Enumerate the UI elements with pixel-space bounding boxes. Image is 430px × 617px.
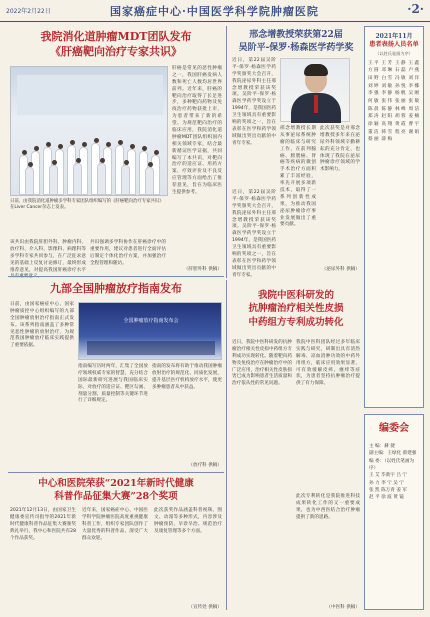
article1-signature: （肝胆外科 供稿） — [183, 267, 222, 272]
article2-body-col1-cont: 近日，第22届吴阶平-保罗·杨森医学药学奖颁奖大会召开，我院泌尿外科主任邢念增教授荣获该奖项。吴阶平-保罗·杨森医学药学奖设立于1994年，是我国医药卫生领域具有重要影响的奖项之一，旨在表彰在医学和药学领域做出突出贡献的中青年专家。 — [232, 190, 276, 278]
praised-staff-name: 林 峰 — [395, 106, 406, 112]
portrait-photo — [280, 58, 350, 122]
praised-staff-name: 卢 燕 — [408, 68, 420, 74]
article1-body-right: 肝癌是常见的恶性肿瘤之一，我国肝癌发病人数和死亡人数均居世界前列。近年来，肝癌的靶向治疗取得了长足进步，多种靶向药物及免疫治疗药物获批上市，为患者带来了新的希望。为规范靶向治疗的临床应用，我院消化道肿瘤MDT团队组织国内相关领域专家，结合最新循证医学证据，共同编写了本共识，对靶向治疗的适应证、用药方案、疗效评价及不良反应管理等方面给出了推荐意见，旨在为临床医生提供参考。 — [172, 66, 222, 196]
article5-headline — [232, 290, 360, 328]
divider — [8, 472, 224, 473]
praised-staff-name: 赵 阳 — [381, 114, 393, 120]
praised-staff-name: 蔡 丽 — [368, 137, 379, 143]
article5-title-line2: 抗肿瘤治疗相关性皮损 — [248, 303, 344, 315]
praised-staff-name: 薛 梅 — [381, 137, 393, 143]
praised-staff-name: 方 圆 — [368, 68, 379, 74]
article3-body-left: 日前，由国家癌症中心、国家肿瘤质控中心组织编写的九部全国肿瘤放射治疗指南正式发布。该系列指南涵盖了多种常见恶性肿瘤的放射治疗，为规范我国肿瘤放疗临床实践提供了重要依据。 — [10, 302, 74, 349]
team-photo — [10, 66, 168, 196]
praised-staff-name: 吴 刚 — [408, 91, 420, 97]
editorial-line: 主 编：赫 捷 — [369, 444, 395, 449]
praised-staff-name: 张 伟 — [381, 98, 393, 104]
names-grid — [365, 61, 423, 144]
praised-staff-name: 刘 婷 — [368, 83, 379, 89]
article4-headline — [10, 478, 222, 503]
praised-staff-name: 姜 楠 — [408, 114, 420, 120]
praised-staff-name: 陈 静 — [381, 106, 393, 112]
sidebar-title-line2: 患者表扬人员名单 — [369, 41, 419, 49]
praised-staff-name: 石 磊 — [395, 68, 406, 74]
editorial-line: 赵 平 徐 波 黄 镜 — [369, 495, 404, 501]
praised-staff-name: 曹 宇 — [408, 121, 420, 127]
article1-headline — [10, 30, 222, 58]
praised-staff-name: 张 丽 — [395, 98, 406, 104]
portrait-tie — [314, 95, 318, 113]
person-figure — [49, 165, 58, 195]
article5-title-line3: 中药组方专利成功转化 — [248, 316, 344, 328]
editorial-line: 张 凯 陈万青 姜 军 — [369, 488, 407, 494]
article5-body-col3: 此次专利转化是我院推进科技成果转化工作的又一重要成果，也为中西医结合治疗肿瘤提供了新的思路。 — [296, 494, 360, 520]
praised-staff-name: 李 娜 — [408, 83, 420, 89]
person-figure — [145, 167, 154, 195]
article5-body-col1: 近日，我院中医科研发的抗肿瘤治疗相关性皮损中药组方专利成功实现转化。随着靶向药物及免疫治疗在肿瘤治疗中的广泛应用，治疗相关性皮肤损害已成为影响患者生活质量和治疗依从性的常见问题。 — [232, 340, 292, 387]
editorial-line: 编 委：（以姓氏笔画为序） — [369, 458, 415, 472]
praised-staff-name: 邓 琳 — [381, 68, 393, 74]
article2-headline — [232, 30, 360, 54]
article1-body-bottom-left: 该共识由我院肝胆外科、肿瘤内科、放疗科、介入科、影像科、病理科等多学科专家共同参与，在广泛征求意见的基础上反复讨论修订，最终形成推荐意见，对提高我国肝癌诊疗水平 — [10, 240, 86, 273]
article5-signature: （中医科 供稿） — [326, 605, 360, 610]
praised-staff-name: 白 雪 — [381, 75, 393, 81]
editorial-line: 副主编：王绿化 蔡建强 — [369, 451, 417, 457]
person-figure — [121, 165, 130, 195]
praised-staff-name: 李 静 — [381, 91, 393, 97]
patient-praise-sidebar — [364, 26, 424, 408]
article2-body-col1: 近日，第22届吴阶平-保罗·杨森医学药学奖颁奖大会召开，我院泌尿外科主任邢念增教授荣获该奖项。吴阶平-保罗·杨森医学药学奖设立于1994年，是我国医药卫生领域具有重要影响的奖项之一，旨在表彰在医学和药学领域做出突出贡献的中青年专家。 — [232, 58, 276, 146]
praised-staff-name: 程 亮 — [395, 129, 406, 135]
praised-staff-name: 王 鑫 — [408, 60, 420, 66]
masthead — [0, 0, 430, 22]
article2-title-line2: 吴阶平-保罗·杨森医学药学奖 — [238, 42, 354, 53]
sidebar-title-line1: 2021年11月 — [375, 33, 413, 40]
article2-body-col3: 此次获奖是对邢念增教授多年来在泌尿外科领域辛勤耕耘的充分肯定，也体现了我院在泌尿肿瘤诊疗领域的学术影响力。 — [320, 126, 360, 173]
person-figure — [97, 163, 106, 195]
editorial-line: 孙 力 李 宁 吴 宁 — [369, 480, 404, 486]
praised-staff-name: 高 翔 — [381, 121, 393, 127]
article2-signature: （泌尿外科 供稿） — [321, 267, 360, 272]
article4-signature: （宣传处 供稿） — [188, 605, 222, 610]
article5-title-line1: 我院中医科研发的 — [257, 290, 334, 301]
praised-staff-name: 谢 娟 — [408, 129, 420, 135]
praised-staff-name: 董 洁 — [368, 129, 379, 135]
issue-date: 2022年2月22日 — [6, 8, 51, 15]
praised-staff-name: 陈 晨 — [368, 106, 379, 112]
article4-body-col3: 此次获奖作品涵盖科普视频、图文、动漫等多种形式，内容涉及肿瘤预防、早诊早治、规范治疗及康复管理等多个方面。 — [154, 508, 222, 534]
praised-staff-name: 徐 颖 — [368, 121, 379, 127]
divider — [226, 280, 227, 610]
article5-body-col2: 我院中医科团队经过多年临床实践与研究，研制出具有清热解毒、凉血消肿功效的中药外用组方，临床应用效果显著，可有效缓解皮疹、瘙痒等症状，为患者坚持抗肿瘤治疗提供了有力保障。 — [296, 340, 360, 387]
editorial-line: 王 艾 毕新宇 吕 宁 — [369, 473, 407, 479]
praised-staff-name: 刘 敏 — [381, 83, 393, 89]
article3-body-col2: 指南编写历时两年，汇集了全国放疗领域权威专家的智慧，充分结合国际最新研究进展与我国临床实际，对放疗的适应证、靶区勾画、剂量分割、质量控制等关键环节进行了详细规定。 — [78, 364, 148, 404]
divider — [8, 276, 224, 277]
praised-staff-name: 冯 敏 — [395, 75, 406, 81]
page-number: ·2· — [407, 2, 424, 16]
article4-body-col2: 近年来，国家癌症中心、中国医学科学院肿瘤医院高度重视健康科普工作，组织专家团队创作了大量优秀的科普作品，深受广大群众欢迎。 — [82, 508, 148, 541]
praised-staff-name: 张 敏 — [408, 98, 420, 104]
photo-backdrop — [17, 75, 163, 115]
article4-title-line2: 科普作品征集大赛”28个奖项 — [54, 491, 178, 503]
praised-staff-name: 李 强 — [368, 91, 379, 97]
praised-staff-name: 王 芳 — [381, 60, 393, 66]
praised-staff-name: 黄 霞 — [395, 121, 406, 127]
portrait-hair — [304, 64, 328, 76]
praised-staff-name: 杨 帆 — [395, 91, 406, 97]
article2-body-col2: 邢念增教授长期从事泌尿系统肿瘤的临床与研究工作，在前列腺癌、膀胱癌、肾癌等疾病的微创手术治疗方面积累了丰富经验，率先开展多项新技术，取得了一系列创新性成果，为推动我国泌尿肿瘤诊疗事业发展做出了重要贡献。 — [280, 126, 316, 228]
divider — [226, 26, 227, 278]
article2-title-line1: 邢念增教授荣获第22届 — [249, 30, 343, 40]
praised-staff-name: 周 洁 — [408, 106, 420, 112]
article1-title-line2: 《肝癌靶向治疗专家共识》 — [50, 45, 182, 59]
conference-banner-text: 全国肿瘤放疗指南发布会 — [123, 318, 179, 324]
praised-staff-name: 刘 洋 — [408, 75, 420, 81]
editorial-title: 编委会 — [379, 423, 409, 434]
sidebar-subtitle: （以姓氏笔画为序） — [375, 50, 413, 56]
stage-table — [87, 341, 215, 355]
article4-body-col1: 2021年12月13日，由国家卫生健康委宣传司指导的2021年新时代健康科普作品征集大赛颁奖典礼举行，我中心和医院共有28个作品获奖。 — [10, 508, 76, 541]
praised-staff-name: 田 野 — [368, 75, 379, 81]
praised-staff-name: 王 静 — [395, 60, 406, 66]
conference-photo — [78, 302, 222, 360]
praised-staff-name: 韩 雪 — [381, 129, 393, 135]
article1-photo-caption: 日前，由我院消化道肿瘤多学科专家团队组织编写的《肝癌靶向治疗专家共识》在Liver Cancer杂志上发表。 — [10, 199, 164, 211]
editorial-lines — [365, 435, 423, 502]
praised-staff-name: 孙 悦 — [395, 83, 406, 89]
article1-title-line1: 我院消化道肿瘤MDT团队发布 — [40, 30, 192, 43]
praised-staff-name: 何 敏 — [368, 98, 379, 104]
person-figure — [73, 163, 82, 195]
article3-signature: （放疗科 供稿） — [188, 463, 222, 468]
article3-body-col3: 指南的发布将有助于推动我国肿瘤放射治疗的规范化、同质化发展，提升基层医疗机构放疗水平，使更多肿瘤患者从中获益。 — [152, 364, 222, 390]
paper-title: 国家癌症中心·中国医学科学院肿瘤医院 — [110, 5, 319, 18]
praised-staff-name: 胡 蓉 — [395, 114, 406, 120]
article4-title-line1: 中心和医院荣获“2021年新时代健康 — [38, 478, 194, 489]
praised-staff-name: 王 平 — [368, 60, 379, 66]
article1-body-bottom-right: 共识强调多学科协作在肝癌诊疗中的重要作用，建议对患者进行全面评估后制定个体化治疗方案，并加强治疗全程管理和随访。 — [90, 240, 166, 266]
person-figure — [25, 167, 34, 195]
praised-staff-name: 郑 涛 — [368, 114, 379, 120]
editorial-board — [364, 414, 424, 610]
article3-headline: 九部全国肿瘤放疗指南发布 — [50, 282, 182, 295]
